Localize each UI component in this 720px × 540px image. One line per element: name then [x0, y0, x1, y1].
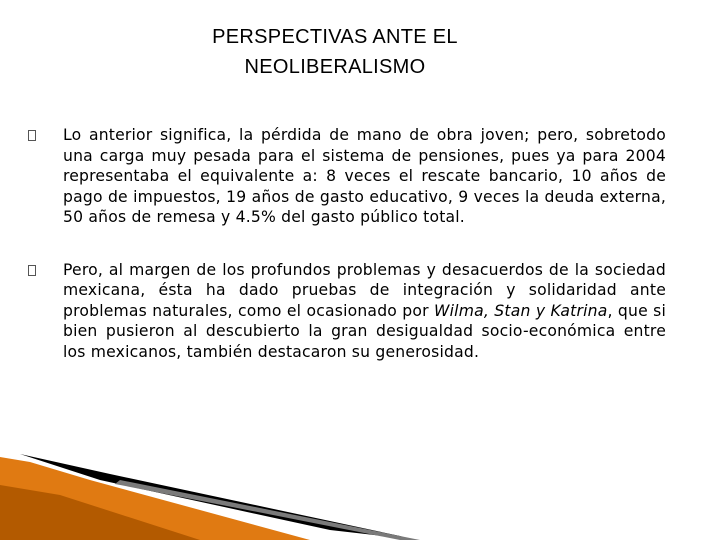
bullet-item — [26, 125, 666, 228]
bullet-list — [26, 125, 666, 394]
slide-title-line-2: NEOLIBERALISMO — [244, 56, 426, 78]
decorative-swoosh — [0, 440, 720, 540]
bullet-text-part: , que si bien pusieron al descubierto la gran desigualdad socio-económica entre los mexicanos, también destacaron su generosidad. — [63, 301, 666, 361]
bullet-text-part: Pero, al margen de los profundos problemas y desacuerdos de la sociedad mexicana, ésta ha dado pruebas de integración y solidaridad ante problemas naturales, como el ocasionado por — [63, 260, 666, 320]
slide-title — [140, 22, 530, 82]
bullet-item — [26, 260, 666, 363]
bullet-text — [63, 260, 666, 363]
bullet-text: Lo anterior significa, la pérdida de mano de obra joven; pero, sobretodo una carga muy pesada para el sistema de pensiones, pues ya para 2004 representaba el equivalente a: 8 veces el rescate bancario, 10 años de pago de impuestos, 19 años de gasto educativo, 9 veces la deuda externa, 50 años de remesa y 4.5% del gasto público total. — [63, 126, 666, 226]
square-bullet-icon — [28, 130, 36, 141]
slide-title-line-1: PERSPECTIVAS ANTE EL — [212, 26, 458, 48]
square-bullet-icon — [28, 265, 36, 276]
hurricane-names: Wilma, Stan y Katrina — [434, 301, 608, 320]
